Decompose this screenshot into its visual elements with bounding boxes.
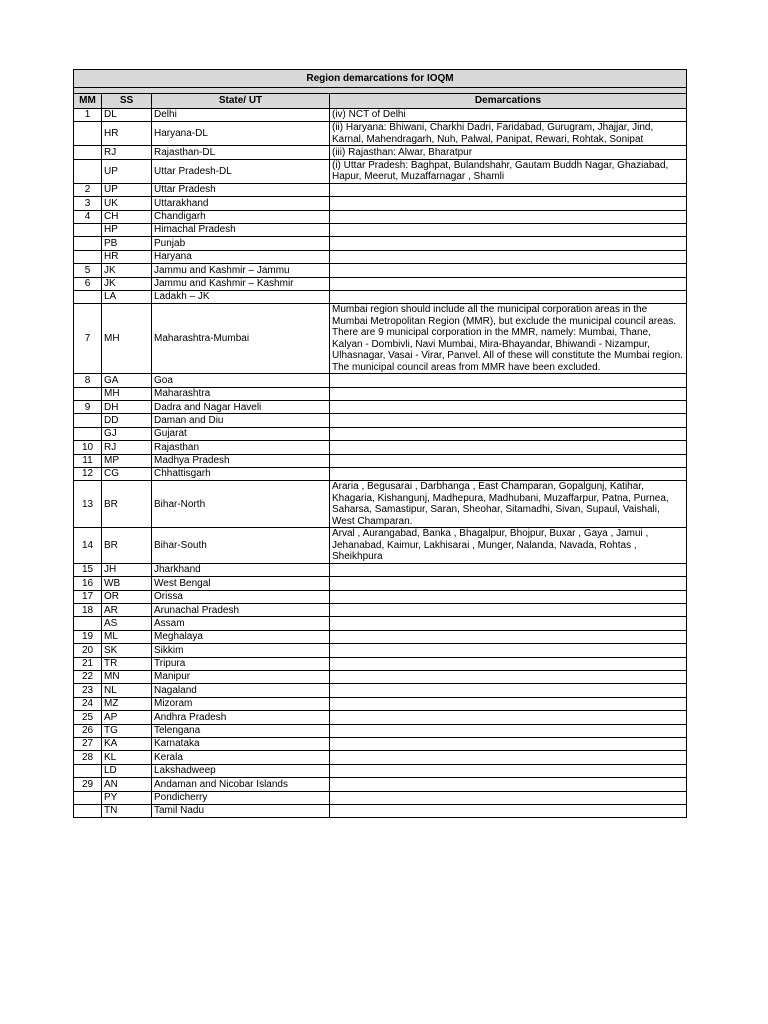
state-cell: Dadra and Nagar Haveli bbox=[152, 401, 330, 414]
mm-cell bbox=[74, 414, 102, 427]
state-cell: Ladakh – JK bbox=[152, 290, 330, 303]
ss-cell: GA bbox=[102, 374, 152, 387]
demarcation-cell bbox=[330, 468, 687, 481]
ss-cell: MZ bbox=[102, 697, 152, 710]
mm-cell bbox=[74, 223, 102, 236]
table-row bbox=[74, 630, 687, 643]
mm-cell bbox=[74, 237, 102, 250]
mm-cell bbox=[74, 427, 102, 440]
demarcation-cell bbox=[330, 454, 687, 467]
mm-cell: 20 bbox=[74, 644, 102, 657]
state-cell: Rajasthan-DL bbox=[152, 146, 330, 159]
mm-cell bbox=[74, 764, 102, 777]
demarcation-cell bbox=[330, 563, 687, 576]
state-cell: Maharashtra-Mumbai bbox=[152, 304, 330, 374]
mm-cell: 5 bbox=[74, 264, 102, 277]
mm-cell: 7 bbox=[74, 304, 102, 374]
mm-cell: 16 bbox=[74, 577, 102, 590]
ss-cell: BR bbox=[102, 528, 152, 564]
state-cell: Jharkhand bbox=[152, 563, 330, 576]
demarcation-cell bbox=[330, 657, 687, 670]
ss-cell: MN bbox=[102, 671, 152, 684]
state-cell: Uttar Pradesh-DL bbox=[152, 159, 330, 183]
demarcation-cell bbox=[330, 671, 687, 684]
mm-cell: 29 bbox=[74, 778, 102, 791]
table-row bbox=[74, 427, 687, 440]
ss-cell: SK bbox=[102, 644, 152, 657]
table-row bbox=[74, 454, 687, 467]
table-row bbox=[74, 563, 687, 576]
header-row bbox=[74, 94, 687, 109]
mm-cell: 14 bbox=[74, 528, 102, 564]
state-cell: Assam bbox=[152, 617, 330, 630]
region-demarcation-table bbox=[73, 69, 687, 818]
mm-cell: 17 bbox=[74, 590, 102, 603]
mm-cell: 22 bbox=[74, 671, 102, 684]
demarcation-cell: Arval , Aurangabad, Banka , Bhagalpur, Bhojpur, Buxar , Gaya , Jamui , Jehanabad, Kaimur, Lakhisarai , Munger, Nalanda, Navada, Rohtas , Sheikhpura bbox=[330, 528, 687, 564]
header-ss: SS bbox=[102, 94, 152, 109]
ss-cell: DL bbox=[102, 109, 152, 122]
demarcation-cell bbox=[330, 237, 687, 250]
state-cell: Arunachal Pradesh bbox=[152, 604, 330, 617]
table-row bbox=[74, 590, 687, 603]
ss-cell: BR bbox=[102, 481, 152, 528]
mm-cell: 8 bbox=[74, 374, 102, 387]
mm-cell: 13 bbox=[74, 481, 102, 528]
demarcation-cell bbox=[330, 264, 687, 277]
state-cell: Goa bbox=[152, 374, 330, 387]
demarcation-cell bbox=[330, 738, 687, 751]
table-row bbox=[74, 764, 687, 777]
demarcation-cell bbox=[330, 183, 687, 196]
demarcation-cell bbox=[330, 724, 687, 737]
state-cell: Haryana bbox=[152, 250, 330, 263]
ss-cell: HP bbox=[102, 223, 152, 236]
state-cell: Tripura bbox=[152, 657, 330, 670]
demarcation-cell bbox=[330, 441, 687, 454]
table-row bbox=[74, 791, 687, 804]
state-cell: Jammu and Kashmir – Jammu bbox=[152, 264, 330, 277]
demarcation-cell bbox=[330, 250, 687, 263]
table-row bbox=[74, 401, 687, 414]
state-cell: Himachal Pradesh bbox=[152, 223, 330, 236]
state-cell: Delhi bbox=[152, 109, 330, 122]
ss-cell: HR bbox=[102, 250, 152, 263]
mm-cell: 24 bbox=[74, 697, 102, 710]
state-cell: Bihar-South bbox=[152, 528, 330, 564]
state-cell: Chhattisgarh bbox=[152, 468, 330, 481]
table-row bbox=[74, 441, 687, 454]
table-row bbox=[74, 250, 687, 263]
state-cell: Manipur bbox=[152, 671, 330, 684]
ss-cell: UP bbox=[102, 183, 152, 196]
table-row bbox=[74, 264, 687, 277]
state-cell: Rajasthan bbox=[152, 441, 330, 454]
table-row bbox=[74, 684, 687, 697]
state-cell: Andhra Pradesh bbox=[152, 711, 330, 724]
ss-cell: DD bbox=[102, 414, 152, 427]
demarcation-cell bbox=[330, 778, 687, 791]
ss-cell: UK bbox=[102, 197, 152, 210]
mm-cell: 2 bbox=[74, 183, 102, 196]
mm-cell bbox=[74, 122, 102, 146]
ss-cell: MH bbox=[102, 387, 152, 400]
ss-cell: MH bbox=[102, 304, 152, 374]
mm-cell bbox=[74, 791, 102, 804]
table-row bbox=[74, 146, 687, 159]
table-row bbox=[74, 290, 687, 303]
ss-cell: AN bbox=[102, 778, 152, 791]
ss-cell: AR bbox=[102, 604, 152, 617]
mm-cell bbox=[74, 290, 102, 303]
state-cell: Orissa bbox=[152, 590, 330, 603]
state-cell: Uttarakhand bbox=[152, 197, 330, 210]
demarcation-cell bbox=[330, 630, 687, 643]
ss-cell: CH bbox=[102, 210, 152, 223]
table-row bbox=[74, 183, 687, 196]
table-row bbox=[74, 751, 687, 764]
mm-cell: 4 bbox=[74, 210, 102, 223]
table-row bbox=[74, 210, 687, 223]
demarcation-cell bbox=[330, 604, 687, 617]
mm-cell bbox=[74, 250, 102, 263]
ss-cell: AP bbox=[102, 711, 152, 724]
state-cell: Telengana bbox=[152, 724, 330, 737]
state-cell: Uttar Pradesh bbox=[152, 183, 330, 196]
state-cell: Tamil Nadu bbox=[152, 804, 330, 817]
table-row bbox=[74, 577, 687, 590]
header-state: State/ UT bbox=[152, 94, 330, 109]
ss-cell: RJ bbox=[102, 441, 152, 454]
state-cell: Kerala bbox=[152, 751, 330, 764]
demarcation-cell bbox=[330, 791, 687, 804]
ss-cell: AS bbox=[102, 617, 152, 630]
ss-cell: HR bbox=[102, 122, 152, 146]
ss-cell: KA bbox=[102, 738, 152, 751]
ss-cell: LA bbox=[102, 290, 152, 303]
table-row bbox=[74, 414, 687, 427]
demarcation-cell bbox=[330, 387, 687, 400]
table-row bbox=[74, 657, 687, 670]
mm-cell: 10 bbox=[74, 441, 102, 454]
mm-cell: 25 bbox=[74, 711, 102, 724]
mm-cell: 15 bbox=[74, 563, 102, 576]
demarcation-cell bbox=[330, 210, 687, 223]
state-cell: Madhya Pradesh bbox=[152, 454, 330, 467]
mm-cell: 26 bbox=[74, 724, 102, 737]
state-cell: Daman and Diu bbox=[152, 414, 330, 427]
mm-cell bbox=[74, 387, 102, 400]
state-cell: Sikkim bbox=[152, 644, 330, 657]
demarcation-cell bbox=[330, 197, 687, 210]
mm-cell: 11 bbox=[74, 454, 102, 467]
ss-cell: OR bbox=[102, 590, 152, 603]
mm-cell: 28 bbox=[74, 751, 102, 764]
mm-cell: 1 bbox=[74, 109, 102, 122]
table-row bbox=[74, 468, 687, 481]
mm-cell bbox=[74, 804, 102, 817]
table-row bbox=[74, 304, 687, 374]
table-row bbox=[74, 374, 687, 387]
ss-cell: JK bbox=[102, 264, 152, 277]
demarcation-cell bbox=[330, 711, 687, 724]
mm-cell: 12 bbox=[74, 468, 102, 481]
ss-cell: NL bbox=[102, 684, 152, 697]
ss-cell: PY bbox=[102, 791, 152, 804]
table-row bbox=[74, 197, 687, 210]
demarcation-cell bbox=[330, 684, 687, 697]
table-row bbox=[74, 277, 687, 290]
mm-cell bbox=[74, 617, 102, 630]
demarcation-cell: (iv) NCT of Delhi bbox=[330, 109, 687, 122]
table-row bbox=[74, 804, 687, 817]
state-cell: Pondicherry bbox=[152, 791, 330, 804]
title-row bbox=[74, 70, 687, 88]
ss-cell: TN bbox=[102, 804, 152, 817]
table-row bbox=[74, 671, 687, 684]
demarcation-cell bbox=[330, 804, 687, 817]
table-row bbox=[74, 122, 687, 146]
table-row bbox=[74, 604, 687, 617]
state-cell: Mizoram bbox=[152, 697, 330, 710]
state-cell: Gujarat bbox=[152, 427, 330, 440]
table-title: Region demarcations for IOQM bbox=[74, 70, 687, 88]
table-row bbox=[74, 778, 687, 791]
mm-cell: 6 bbox=[74, 277, 102, 290]
ss-cell: DH bbox=[102, 401, 152, 414]
table-row bbox=[74, 697, 687, 710]
demarcation-cell: (ii) Haryana: Bhiwani, Charkhi Dadri, Faridabad, Gurugram, Jhajjar, Jind, Karnal, Mahendragarh, Nuh, Palwal, Panipat, Rewari, Rohtak, Sonipat bbox=[330, 122, 687, 146]
ss-cell: ML bbox=[102, 630, 152, 643]
table-row bbox=[74, 109, 687, 122]
state-cell: Meghalaya bbox=[152, 630, 330, 643]
ss-cell: WB bbox=[102, 577, 152, 590]
demarcation-cell bbox=[330, 697, 687, 710]
demarcation-cell bbox=[330, 374, 687, 387]
table-row bbox=[74, 617, 687, 630]
demarcation-cell bbox=[330, 764, 687, 777]
mm-cell: 9 bbox=[74, 401, 102, 414]
demarcation-cell bbox=[330, 577, 687, 590]
header-demarcations: Demarcations bbox=[330, 94, 687, 109]
ss-cell: GJ bbox=[102, 427, 152, 440]
table-row bbox=[74, 711, 687, 724]
table-body bbox=[74, 109, 687, 818]
ss-cell: MP bbox=[102, 454, 152, 467]
table-row bbox=[74, 159, 687, 183]
state-cell: Nagaland bbox=[152, 684, 330, 697]
state-cell: Jammu and Kashmir – Kashmir bbox=[152, 277, 330, 290]
mm-cell: 21 bbox=[74, 657, 102, 670]
ss-cell: UP bbox=[102, 159, 152, 183]
demarcation-cell: (i) Uttar Pradesh: Baghpat, Bulandshahr, Gautam Buddh Nagar, Ghaziabad, Hapur, Meerut, Muzaffarnagar , Shamli bbox=[330, 159, 687, 183]
mm-cell bbox=[74, 146, 102, 159]
ss-cell: JH bbox=[102, 563, 152, 576]
state-cell: Maharashtra bbox=[152, 387, 330, 400]
demarcation-cell bbox=[330, 617, 687, 630]
state-cell: Andaman and Nicobar Islands bbox=[152, 778, 330, 791]
state-cell: Lakshadweep bbox=[152, 764, 330, 777]
state-cell: Chandigarh bbox=[152, 210, 330, 223]
state-cell: Karnataka bbox=[152, 738, 330, 751]
table-row bbox=[74, 387, 687, 400]
ss-cell: RJ bbox=[102, 146, 152, 159]
mm-cell: 27 bbox=[74, 738, 102, 751]
demarcation-cell bbox=[330, 223, 687, 236]
ss-cell: LD bbox=[102, 764, 152, 777]
ss-cell: KL bbox=[102, 751, 152, 764]
ss-cell: TR bbox=[102, 657, 152, 670]
table-row bbox=[74, 644, 687, 657]
demarcation-cell bbox=[330, 290, 687, 303]
demarcation-cell bbox=[330, 277, 687, 290]
mm-cell bbox=[74, 159, 102, 183]
ss-cell: PB bbox=[102, 237, 152, 250]
demarcation-cell bbox=[330, 590, 687, 603]
mm-cell: 18 bbox=[74, 604, 102, 617]
table-row bbox=[74, 738, 687, 751]
table-row bbox=[74, 481, 687, 528]
state-cell: West Bengal bbox=[152, 577, 330, 590]
demarcation-cell: (iii) Rajasthan: Alwar, Bharatpur bbox=[330, 146, 687, 159]
mm-cell: 19 bbox=[74, 630, 102, 643]
mm-cell: 23 bbox=[74, 684, 102, 697]
demarcation-cell bbox=[330, 427, 687, 440]
ss-cell: JK bbox=[102, 277, 152, 290]
demarcation-cell: Araria , Begusarai , Darbhanga , East Champaran, Gopalgunj, Katihar, Khagaria, Kishangunj, Madhepura, Madhubani, Muzaffarpur, Patna, Purnea, Saharsa, Samastipur, Saran, Sheohar, Sitamadhi, Sivan, Supaul, Vaishali, West Champaran. bbox=[330, 481, 687, 528]
state-cell: Punjab bbox=[152, 237, 330, 250]
demarcation-cell bbox=[330, 751, 687, 764]
header-mm: MM bbox=[74, 94, 102, 109]
table-row bbox=[74, 724, 687, 737]
table-row bbox=[74, 237, 687, 250]
state-cell: Haryana-DL bbox=[152, 122, 330, 146]
ss-cell: CG bbox=[102, 468, 152, 481]
ss-cell: TG bbox=[102, 724, 152, 737]
demarcation-cell bbox=[330, 401, 687, 414]
demarcation-cell bbox=[330, 414, 687, 427]
table-row bbox=[74, 223, 687, 236]
demarcation-cell bbox=[330, 644, 687, 657]
state-cell: Bihar-North bbox=[152, 481, 330, 528]
table-row bbox=[74, 528, 687, 564]
demarcation-cell: Mumbai region should include all the municipal corporation areas in the Mumbai Metropolitan Region (MMR), but exclude the municipal council areas. There are 9 municipal corporation in the MMR, namely: Mumbai, Thane, Kalyan - Dombivli, Navi Mumbai, Mira-Bhayandar, Bhiwandi - Nizampur, Ulhasnagar, Vasai - Virar, Panvel. All of these will constitute the Mumbai region. The municipal council areas from MMR have been excluded. bbox=[330, 304, 687, 374]
mm-cell: 3 bbox=[74, 197, 102, 210]
